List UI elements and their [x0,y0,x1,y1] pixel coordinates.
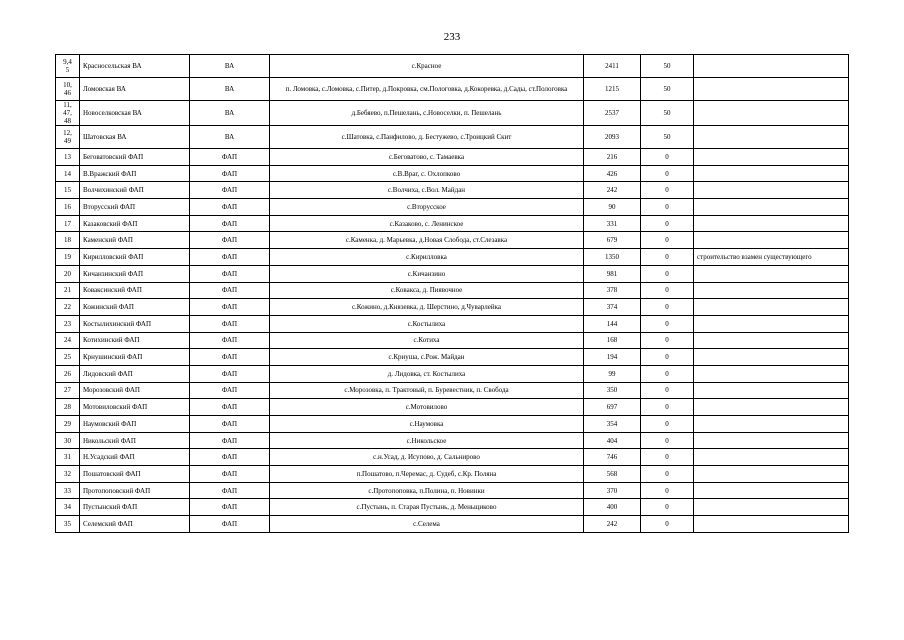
note-cell [694,382,849,399]
settlements-cell: с.Костылиха [270,315,584,332]
row-number-cell: 28 [56,399,80,416]
note-cell [694,449,849,466]
row-number-cell: 15 [56,182,80,199]
value-cell: 0 [641,449,694,466]
value-cell: 50 [641,126,694,149]
population-cell: 242 [584,516,641,533]
row-number-cell: 26 [56,365,80,382]
table-row [56,365,849,382]
facility-name-cell: Крнушинский ФАП [80,349,190,366]
settlements-cell: с.Коваксa, д. Пиявочное [270,282,584,299]
table-row [56,482,849,499]
table-row [56,449,849,466]
settlements-cell: с.Никольское [270,432,584,449]
value-cell: 50 [641,55,694,78]
value-cell: 0 [641,165,694,182]
facility-name-cell: Протопоповский ФАП [80,482,190,499]
settlements-cell: с.Беговатово, с. Тамаевка [270,149,584,166]
facility-type-cell: ФАП [190,265,270,282]
facility-name-cell: В.Вражский ФАП [80,165,190,182]
population-cell: 99 [584,365,641,382]
row-number-cell: 17 [56,215,80,232]
facility-type-cell: ФАП [190,516,270,533]
population-cell: 331 [584,215,641,232]
settlements-cell: с.Кожино, д.Князевка, д. Шерстино, д.Чуварлейка [270,299,584,316]
note-cell [694,282,849,299]
settlements-cell: с.Красное [270,55,584,78]
table-row [56,499,849,516]
population-cell: 2093 [584,126,641,149]
row-number-cell: 10, 46 [56,78,80,101]
table-row [56,265,849,282]
table-row [56,332,849,349]
facility-type-cell: ФАП [190,299,270,316]
row-number-cell: 24 [56,332,80,349]
facility-name-cell: Лидовский ФАП [80,365,190,382]
population-cell: 1350 [584,249,641,266]
value-cell: 0 [641,332,694,349]
table-row [56,349,849,366]
settlements-cell: п. Ломовка, с.Ломовка, с.Питер, д.Покровка, см.Пологовка, д.Кокоревка, д.Сады, ст.Пологовка [270,78,584,101]
page-number: 233 [443,31,461,43]
table-row [56,165,849,182]
row-number-cell: 32 [56,466,80,483]
note-cell [694,232,849,249]
row-number-cell: 11, 47, 48 [56,101,80,126]
table-row [56,199,849,216]
row-number-cell: 9,4 5 [56,55,80,78]
population-cell: 981 [584,265,641,282]
note-cell [694,315,849,332]
table-row [56,215,849,232]
note-cell [694,265,849,282]
settlements-cell: с.Морозовка, п. Трактовый, п. Буревестник, п. Свобода [270,382,584,399]
population-cell: 2537 [584,101,641,126]
population-cell: 90 [584,199,641,216]
facility-name-cell: Пошатовский ФАП [80,466,190,483]
value-cell: 0 [641,466,694,483]
note-cell [694,299,849,316]
facility-type-cell: ФАП [190,349,270,366]
facility-type-cell: ФАП [190,416,270,433]
note-cell [694,55,849,78]
row-number-cell: 19 [56,249,80,266]
note-cell [694,416,849,433]
table-row [56,466,849,483]
settlements-cell: п.Пошатово, п.Черемас, д. Судеб, с.Кр. Поляна [270,466,584,483]
facility-name-cell: Беговатовский ФАП [80,149,190,166]
facility-type-cell: ВА [190,126,270,149]
table-row [56,399,849,416]
facility-name-cell: Морозовский ФАП [80,382,190,399]
table-row [56,249,849,266]
row-number-cell: 16 [56,199,80,216]
value-cell: 50 [641,78,694,101]
table-row [56,382,849,399]
facility-name-cell: Ломовская ВА [80,78,190,101]
settlements-cell: с.н.Усад, д. Исупово, д. Сальнирово [270,449,584,466]
facility-type-cell: ФАП [190,466,270,483]
table-row [56,101,849,126]
value-cell: 0 [641,432,694,449]
row-number-cell: 30 [56,432,80,449]
facility-type-cell: ФАП [190,215,270,232]
facility-type-cell: ФАП [190,199,270,216]
value-cell: 0 [641,215,694,232]
row-number-cell: 27 [56,382,80,399]
facility-type-cell: ФАП [190,399,270,416]
row-number-cell: 13 [56,149,80,166]
value-cell: 0 [641,365,694,382]
note-cell [694,199,849,216]
note-cell [694,349,849,366]
table-row [56,78,849,101]
settlements-cell: с.Протопоповка, п.Полина, п. Новинки [270,482,584,499]
settlements-cell: с.Кичанзино [270,265,584,282]
facility-name-cell: Наумовский ФАП [80,416,190,433]
facility-type-cell: ФАП [190,149,270,166]
note-cell [694,149,849,166]
table-row [56,182,849,199]
table-row [56,126,849,149]
row-number-cell: 14 [56,165,80,182]
row-number-cell: 34 [56,499,80,516]
population-cell: 194 [584,349,641,366]
facility-type-cell: ФАП [190,499,270,516]
facility-name-cell: Новоселковская ВА [80,101,190,126]
facility-name-cell: Кожинский ФАП [80,299,190,316]
facility-name-cell: Селемский ФАП [80,516,190,533]
settlements-cell: с.Шатовка, с.Панфилово, д. Бестужево, с.Троицкий Скит [270,126,584,149]
value-cell: 0 [641,199,694,216]
population-cell: 1215 [584,78,641,101]
facility-name-cell: Красносельская ВА [80,55,190,78]
row-number-cell: 29 [56,416,80,433]
note-cell [694,365,849,382]
population-cell: 679 [584,232,641,249]
population-cell: 144 [584,315,641,332]
note-cell [694,126,849,149]
table-row [56,432,849,449]
note-cell [694,101,849,126]
facility-type-cell: ФАП [190,449,270,466]
facility-type-cell: ФАП [190,282,270,299]
facility-name-cell: Каменский ФАП [80,232,190,249]
facility-type-cell: ФАП [190,232,270,249]
population-cell: 426 [584,165,641,182]
population-cell: 168 [584,332,641,349]
table-row [56,149,849,166]
facility-name-cell: Пустынский ФАП [80,499,190,516]
note-cell [694,182,849,199]
table-row [56,416,849,433]
population-cell: 404 [584,432,641,449]
facility-name-cell: Кирилловский ФАП [80,249,190,266]
row-number-cell: 18 [56,232,80,249]
row-number-cell: 31 [56,449,80,466]
value-cell: 0 [641,265,694,282]
settlements-cell: с.Мотовилово [270,399,584,416]
facility-name-cell: Вторусский ФАП [80,199,190,216]
table-row [56,516,849,533]
population-cell: 370 [584,482,641,499]
settlements-cell: с.Волчиха, с.Вол. Майдан [270,182,584,199]
value-cell: 0 [641,416,694,433]
settlements-cell: с.Пустынь, п. Старая Пустынь, д. Меньщиково [270,499,584,516]
facility-type-cell: ФАП [190,482,270,499]
settlements-cell: с.Наумовка [270,416,584,433]
note-cell [694,516,849,533]
facility-name-cell: Волчихинский ФАП [80,182,190,199]
facility-type-cell: ФАП [190,182,270,199]
facility-name-cell: Казаковский ФАП [80,215,190,232]
settlements-cell: с.Селема [270,516,584,533]
value-cell: 0 [641,182,694,199]
population-cell: 400 [584,499,641,516]
population-cell: 216 [584,149,641,166]
facility-type-cell: ВА [190,101,270,126]
settlements-cell: с.Вторусское [270,199,584,216]
population-cell: 350 [584,382,641,399]
value-cell: 0 [641,482,694,499]
population-cell: 374 [584,299,641,316]
settlements-cell: с.Казаково, с. Ленинское [270,215,584,232]
facility-name-cell: Мотовиловский ФАП [80,399,190,416]
table-row [56,299,849,316]
table-row [56,315,849,332]
settlements-cell: с.В.Враг, с. Охлопково [270,165,584,182]
row-number-cell: 33 [56,482,80,499]
table-row [56,55,849,78]
table-row [56,232,849,249]
facility-type-cell: ФАП [190,165,270,182]
note-cell [694,466,849,483]
facility-type-cell: ФАП [190,332,270,349]
facility-type-cell: ВА [190,78,270,101]
value-cell: 0 [641,382,694,399]
value-cell: 50 [641,101,694,126]
note-cell [694,332,849,349]
settlements-cell: д.Бебяево, п.Пешелань, с.Новоселки, п. Пешелань [270,101,584,126]
facility-type-cell: ФАП [190,382,270,399]
table-body [56,55,849,533]
settlements-cell: д. Лидовка, ст. Костылиха [270,365,584,382]
value-cell: 0 [641,299,694,316]
value-cell: 0 [641,315,694,332]
note-cell [694,165,849,182]
facility-name-cell: Коваксинский ФАП [80,282,190,299]
row-number-cell: 35 [56,516,80,533]
population-cell: 2411 [584,55,641,78]
facilities-table [55,54,849,533]
row-number-cell: 23 [56,315,80,332]
facility-type-cell: ФАП [190,365,270,382]
note-cell: строительство взамен существующего [694,249,849,266]
settlements-cell: с.Кирилловка [270,249,584,266]
population-cell: 354 [584,416,641,433]
note-cell [694,215,849,232]
facility-name-cell: Шатовская ВА [80,126,190,149]
value-cell: 0 [641,399,694,416]
population-cell: 568 [584,466,641,483]
settlements-cell: с.Криуша, с.Рож. Майдан [270,349,584,366]
note-cell [694,482,849,499]
population-cell: 746 [584,449,641,466]
facility-type-cell: ФАП [190,249,270,266]
population-cell: 697 [584,399,641,416]
row-number-cell: 25 [56,349,80,366]
row-number-cell: 12, 49 [56,126,80,149]
facility-name-cell: Котихинский ФАП [80,332,190,349]
value-cell: 0 [641,249,694,266]
facility-name-cell: Костылихинский ФАП [80,315,190,332]
value-cell: 0 [641,232,694,249]
value-cell: 0 [641,349,694,366]
facility-name-cell: Кичанзинский ФАП [80,265,190,282]
settlements-cell: с.Каменка, д. Марьевка, д.Новая Слобода, ст.Слезавка [270,232,584,249]
value-cell: 0 [641,282,694,299]
note-cell [694,432,849,449]
note-cell [694,399,849,416]
value-cell: 0 [641,149,694,166]
row-number-cell: 22 [56,299,80,316]
population-cell: 378 [584,282,641,299]
value-cell: 0 [641,516,694,533]
note-cell [694,499,849,516]
facility-name-cell: Н.Усадский ФАП [80,449,190,466]
value-cell: 0 [641,499,694,516]
table-row [56,282,849,299]
facility-type-cell: ФАП [190,315,270,332]
facility-type-cell: ВА [190,55,270,78]
note-cell [694,78,849,101]
facility-type-cell: ФАП [190,432,270,449]
population-cell: 242 [584,182,641,199]
facility-name-cell: Никольский ФАП [80,432,190,449]
row-number-cell: 20 [56,265,80,282]
settlements-cell: с.Котиха [270,332,584,349]
row-number-cell: 21 [56,282,80,299]
